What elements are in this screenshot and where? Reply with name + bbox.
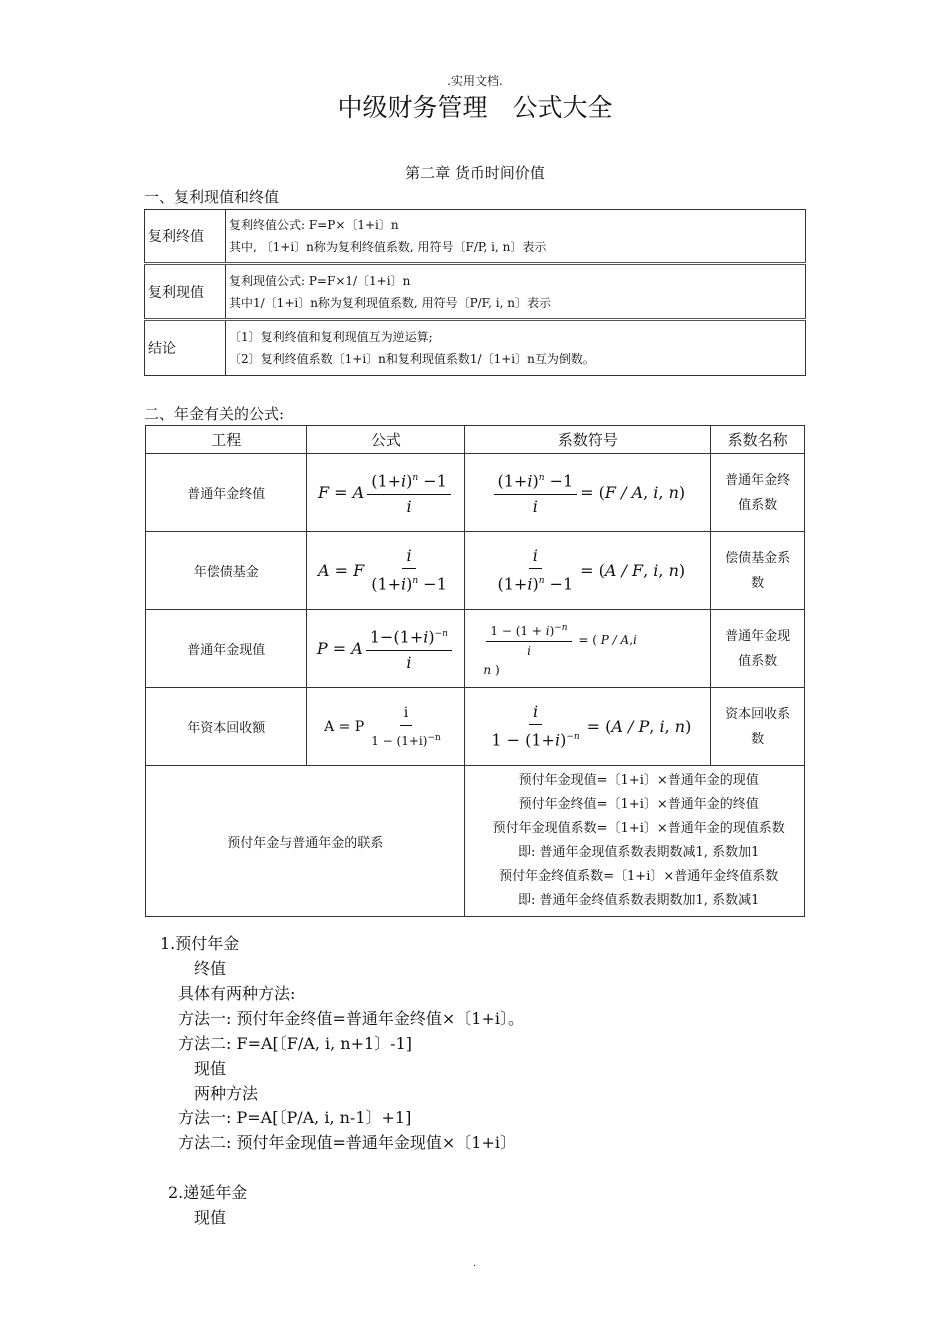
coef-name-cell [711,688,805,766]
relation-line: 即: 普通年金现值系数表期数减1, 系数加1 [518,845,760,860]
formula-fv: F = A $\frac{(1+i)^n -1}{i}$ [318,468,454,516]
header-coef-symbol: 系数符号 [465,426,711,454]
section2-heading: 二、年金有关的公式: [144,405,285,423]
formula-cell [307,532,465,610]
coef-name-line: 数 [751,731,765,747]
footer-mark: . [473,1258,477,1269]
section1-heading: 一、复利现值和终值 [144,188,280,206]
coef-cell [465,454,711,532]
row-label: 复利现值 [145,264,226,320]
header-formula: 公式 [307,426,465,454]
body-line: 方法一: P=A[〔P/A, i, n-1〕+1] [178,1108,412,1127]
header-item: 工程 [146,426,307,454]
row-content [226,210,806,264]
relation-line: 预付年金终值=〔1+i〕×普通年金的终值 [518,797,759,812]
header-note: .实用文档. [447,74,503,88]
body-line: 方法一: 预付年金终值=普通年金终值×〔1+i〕。 [178,1009,524,1028]
coef-cell [465,532,711,610]
coef-symbol-pa-cont: n ) [483,662,500,677]
row-line: 其中, 〔1+i〕n称为复利终值系数, 用符号〔F/P, i, n〕表示 [229,240,547,254]
coef-symbol-pa: $\frac{1 - (1 + i)^{-n}}{i}$ = ( P / A , i [483,621,636,659]
relation-line: 预付年金现值系数=〔1+i〕×普通年金的现值系数 [492,821,785,836]
coef-name-line: 普通年金终 [725,472,791,488]
body-line: 现值 [194,1059,227,1078]
row-line: 〔2〕复利终值系数〔1+i〕n和复利现值系数1/〔1+i〕n互为倒数。 [229,352,595,366]
body-line: 终值 [194,959,227,978]
row-line: 其中1/〔1+i〕n称为复利现值系数, 用符号〔P/F, i, n〕表示 [229,295,551,310]
body-line: 2.递延年金 [168,1183,248,1202]
coef-name-line: 值系数 [738,497,778,513]
header-coef-name: 系数名称 [711,426,805,454]
relation-label: 预付年金与普通年金的联系 [146,766,465,917]
annuity-table [145,425,805,917]
coef-symbol-fa: $\frac{(1+i)^n -1}{i}$ = ( F / A , i , n ) [491,468,686,516]
relation-list [465,766,805,917]
coef-symbol-af: $\frac{i}{(1+i)^n -1}$ = ( A / F , i , n ) [497,546,686,594]
body-line: 现值 [194,1208,227,1227]
formula-pv: P = A $\frac{1-(1+i)^{-n}}{i}$ [317,624,455,672]
coef-name-cell [711,610,805,688]
body-line: 具体有两种方法: [178,984,296,1003]
coef-name-line: 偿债基金系 [725,550,791,566]
coef-name-line: 值系数 [738,653,778,669]
body-line: 方法二: F=A[〔F/A, i, n+1〕-1] [178,1034,413,1053]
row-line: 〔1〕复利终值和复利现值互为逆运算; [229,330,433,344]
relation-line: 即: 普通年金终值系数表期数加1, 系数减1 [518,893,760,908]
row-label: 结论 [145,320,226,376]
coef-name-cell [711,454,805,532]
coef-symbol-ap: $\frac{i}{1 - (1+i)^{-n}}$ = ( A / P , i , n ) [491,702,692,750]
formula-cell [307,454,465,532]
item-label: 普通年金终值 [146,454,307,532]
item-label: 普通年金现值 [146,610,307,688]
chapter-title: 第二章 货币时间价值 [405,164,545,182]
coef-name-line: 资本回收系 [725,706,791,722]
row-line: 复利现值公式: P=F×1/〔1+i〕n [229,273,411,288]
coef-name-cell [711,532,805,610]
item-label: 年资本回收额 [146,688,307,766]
row-label: 复利终值 [145,210,226,264]
coef-name-line: 数 [751,575,765,591]
formula-cell [307,610,465,688]
formula-sinking-fund: A = F $\frac{i}{(1+i)^n -1}$ [317,546,447,594]
body-line: 两种方法 [194,1084,259,1103]
formula-cell [307,688,465,766]
coef-name-line: 普通年金现 [725,628,791,644]
formula-capital-recovery: A = P $\frac{i}{1 - (1+i)^{-n}}$ [324,704,441,748]
item-label: 年偿债基金 [146,532,307,610]
row-content [226,264,806,320]
body-line: 1.预付年金 [160,934,240,953]
body-line: 方法二: 预付年金现值=普通年金现值×〔1+i〕 [178,1133,516,1152]
coef-cell [465,610,711,688]
relation-line: 预付年金终值系数=〔1+i〕×普通年金终值系数 [499,869,779,884]
row-content [226,320,806,376]
compound-table [144,209,806,376]
document-title: 中级财务管理 公式大全 [337,93,613,122]
coef-cell [465,688,711,766]
relation-line: 预付年金现值=〔1+i〕×普通年金的现值 [518,773,759,788]
row-line: 复利终值公式: F=P×〔1+i〕n [229,218,399,232]
